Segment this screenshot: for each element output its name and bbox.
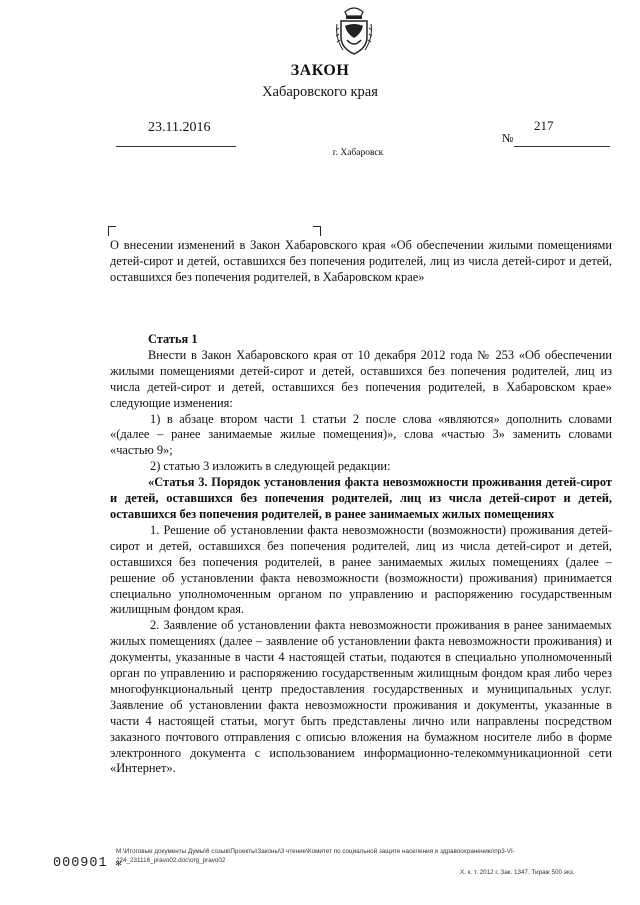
stamp-number: 000901 [53,856,108,871]
article-item-2: 2) статью 3 изложить в следующей редакции: [150,459,391,474]
preamble-left-bracket [108,226,116,236]
number-underline [514,146,610,147]
stamp-mark: * [115,859,122,874]
law-preamble: О внесении изменений в Закон Хабаровского края «Об обеспечении жилыми помещениями детей-сирот и детей, оставшихся без попечения родителей, лиц из числа детей-сирот и детей, оставшихся без попечения родителей, в Хабаровском крае» [110,238,612,285]
document-number: 217 [534,118,554,133]
article-heading: Статья 1 [148,332,198,346]
preamble-right-bracket [313,226,321,236]
document-subtitle: Хабаровского края [262,84,378,100]
article-intro: Внести в Закон Хабаровского края от 10 декабря 2012 года № 253 «Об обеспечении жилыми помещениями детей-сирот и детей, оставшихся без попечения родителей, лиц из числа детей-сирот и детей, оставшихся без попечения родителей, в Хабаровском крае» следующие изменения: [110,347,612,410]
document-title: ЗАКОН [290,62,350,79]
new-article-title: «Статья 3. Порядок установления факта невозможности проживания детей-сирот и детей, оставшихся без попечения родителей, лиц из числа детей-сирот и детей, оставшихся без попечения родителей, в ранее занимаемых жилых помещениях [110,475,612,521]
coat-of-arms-icon [333,4,375,56]
document-city: г. Хабаровск [332,148,384,158]
number-label: № [502,131,514,145]
article-item-1: 1) в абзаце втором части 1 статьи 2 после слова «являются» дополнить словами «(далее – ранее занимаемые жилые помещения)», слова «частью 3» заменить словами «частью 9»; [110,411,612,458]
document-date: 23.11.2016 [148,120,211,135]
date-underline [116,146,236,147]
article-part-2: 2. Заявление об установлении факта невозможности проживания в ранее занимаемых жилых помещениях (далее – заявление об установлении факта невозможности проживания) и документы, указанные в части 4 настоящей статьи, подаются в специально уполномоченный орган по управлению и распоряжению государственным жилищным фондом края либо через многофункциональный центр предоставления государственных и муниципальных услуг. Заявление об установлении факта невозможности проживания и документы, указанные в части 4 настоящей статьи, могут быть представлены лично или направлены посредством заказного почтового отправления с описью вложения на бумажном носителе либо в форме электронного документа с использованием информационно-телекоммуникационной сети «Интернет». [110,618,612,776]
law-body [110,332,612,777]
article-part-1: 1. Решение об установлении факта невозможности (возможности) проживания детей-сирот и детей, оставшихся без попечения родителей, лиц из числа детей-сирот и детей, оставшихся без попечения родителей, в ранее занимаемых жилых помещениях (далее – решение об установлении факта невозможности (возможности) проживания) принимается специально уполномоченным органом по управлению и распоряжению государственным жилищным фондом края. [110,522,612,617]
footer-file-path: M:\Итоговые документы Думы\6 созыв\Проекты\Законы\3 чтение\Комитет по социальной защите населения и здравоохранению\пр3-VI-224_231116_pravo02.doc\org_pravo02 [116,848,515,864]
footer-print-info: Х. к. т. 2012 г. Зак. 1347. Тираж 500 экз. [460,869,575,876]
